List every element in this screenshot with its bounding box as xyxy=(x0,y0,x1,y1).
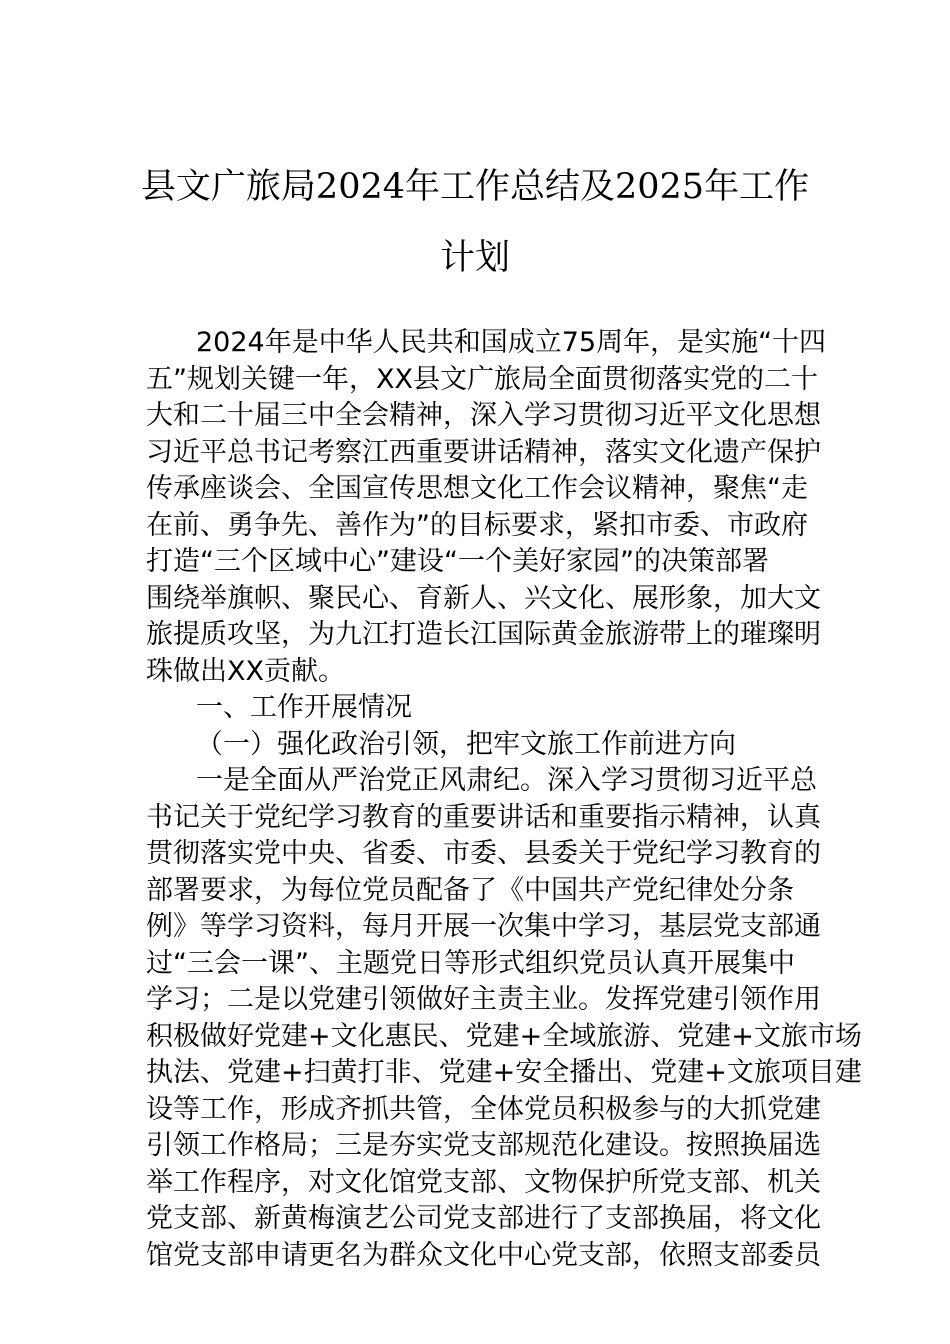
document-title-line-2: 计划 xyxy=(439,238,510,278)
paragraph-line: 学习；二是以党建引领做好主责主业。发挥党建引领作用 xyxy=(146,984,821,1015)
document-title-line-1: 县文广旅局2024年工作总结及2025年工作 xyxy=(140,167,810,207)
paragraph-line: 例》等学习资料，每月开展一次集中学习，基层党支部通 xyxy=(146,911,821,942)
paragraph-line: 举工作程序，对文化馆党支部、文物保护所党支部、机关 xyxy=(146,1166,821,1198)
paragraph-line: 旅提质攻坚，为九江打造长江国际黄金旅游带上的璀璨明 xyxy=(146,619,821,650)
document-body xyxy=(146,325,862,1274)
paragraph-line: 大和二十届三中全会精神，深入学习贯彻习近平文化思想 xyxy=(146,400,821,431)
paragraph-line: 在前、勇争先、善作为”的目标要求，紧扣市委、市政府 xyxy=(146,509,808,541)
subsection-heading: （一）强化政治引领，把牢文旅工作前进方向 xyxy=(196,728,736,760)
paragraph-line: 设等工作，形成齐抓共管，全体党员积极参与的大抓党建 xyxy=(146,1093,821,1125)
paragraph-line: 传承座谈会、全国宣传思想文化工作会议精神，聚焦“走 xyxy=(146,473,808,504)
paragraph-line: 馆党支部申请更名为群众文化中心党支部，依照支部委员 xyxy=(146,1239,821,1271)
paragraph-line: 珠做出XX贡献。 xyxy=(146,655,345,687)
paragraph-line: 书记关于党纪学习教育的重要讲话和重要指示精神，认真 xyxy=(146,801,821,833)
paragraph-line: 引领工作格局；三是夯实党支部规范化建设。按照换届选 xyxy=(146,1130,821,1161)
paragraph-line: 积极做好党建+文化惠民、党建+全域旅游、党建+文旅市场 xyxy=(146,1020,862,1052)
paragraph-line: 执法、党建+扫黄打非、党建+安全播出、党建+文旅项目建 xyxy=(146,1057,862,1088)
paragraph-line: 打造“三个区域中心”建设“一个美好家园”的决策部署 xyxy=(146,546,769,577)
paragraph-line: 党支部、新黄梅演艺公司党支部进行了支部换届，将文化 xyxy=(146,1203,821,1234)
paragraph-line: 过“三会一课”、主题党日等形式组织党员认真开展集中 xyxy=(146,947,795,979)
paragraph-line: 围绕举旗帜、聚民心、育新人、兴文化、展形象，加大文 xyxy=(146,582,821,614)
paragraph-line: 一是全面从严治党正风肃纪。深入学习贯彻习近平总 xyxy=(196,765,817,796)
paragraph-line: 贯彻落实党中央、省委、市委、县委关于党纪学习教育的 xyxy=(146,838,821,869)
section-heading: 一、工作开展情况 xyxy=(196,692,412,723)
paragraph-line: 五”规划关键一年，XX县文广旅局全面贯彻落实党的二十 xyxy=(146,363,818,395)
paragraph-line: 习近平总书记考察江西重要讲话精神，落实文化遗产保护 xyxy=(146,436,821,468)
paragraph-line: 部署要求，为每位党员配备了《中国共产党纪律处分条 xyxy=(146,874,794,906)
paragraph-line: 2024年是中华人民共和国成立75周年，是实施“十四 xyxy=(196,327,827,358)
